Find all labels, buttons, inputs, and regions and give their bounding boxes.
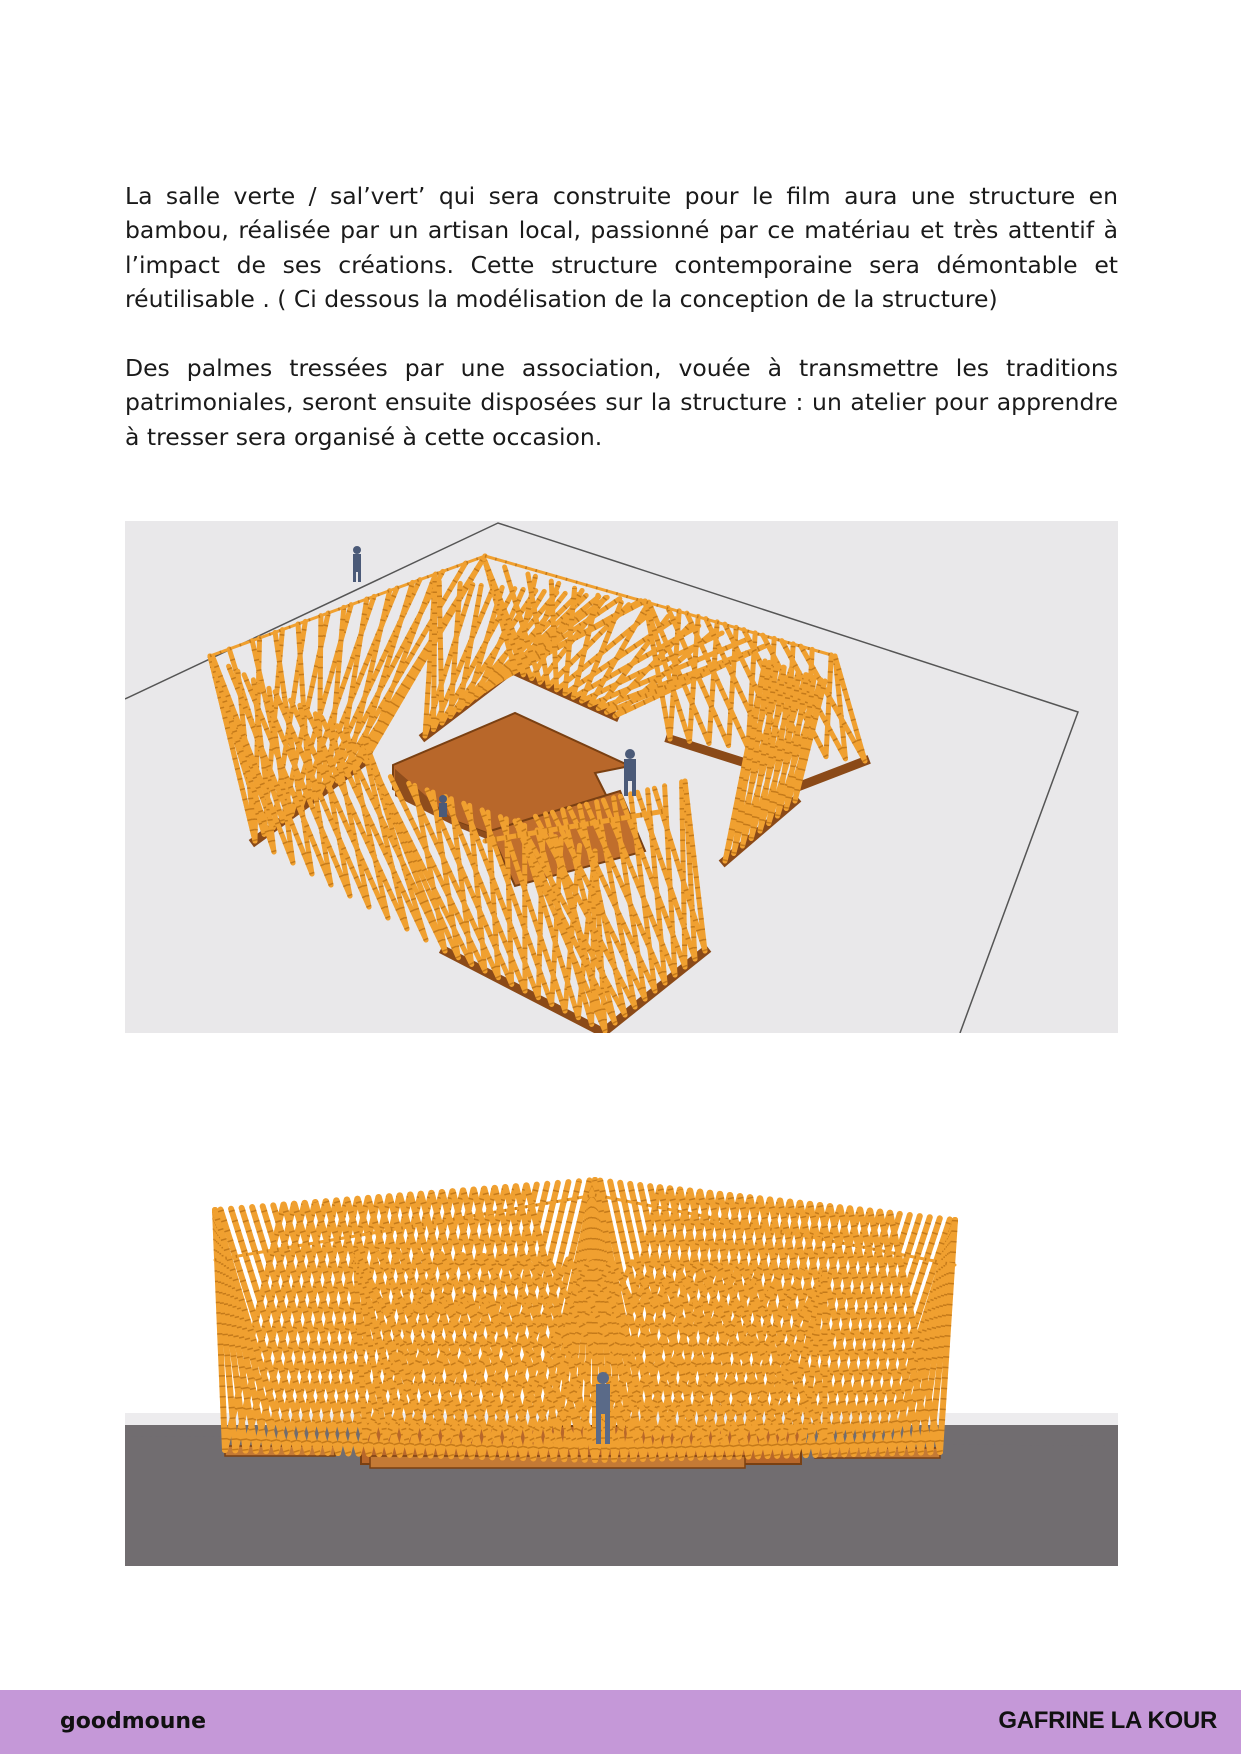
footer-bar: [0, 1690, 1241, 1754]
footer-title: GAFRINE LA KOUR: [998, 1707, 1217, 1734]
aerial-view-drawing: [125, 521, 1118, 1033]
paragraph-palms: Des palmes tressées par une association, vouée à transmettre les traditions patrimoniales, seront ensuite disposées sur la structure : un atelier pour apprendre à tresser sera organisé à cette occasion.: [125, 353, 1118, 451]
footer-brand-goodmoune: goodmoune: [60, 1709, 207, 1734]
structure-model-front-view: [125, 1120, 1118, 1566]
structure-model-aerial-view: [125, 521, 1118, 1033]
paragraph-intro: La salle verte / sal’vert’ qui sera construite pour le film aura une structure en bambou, réalisée par un artisan local, passionné par ce matériau et très attentif à l’impact de ses créations. Cette structure contemporaine sera démontable et réutilisable . ( Ci dessous la modélisation de la conception de la structure): [125, 181, 1118, 313]
front-view-drawing: [125, 1120, 1118, 1566]
bamboo-lattice-front: [215, 1180, 955, 1460]
